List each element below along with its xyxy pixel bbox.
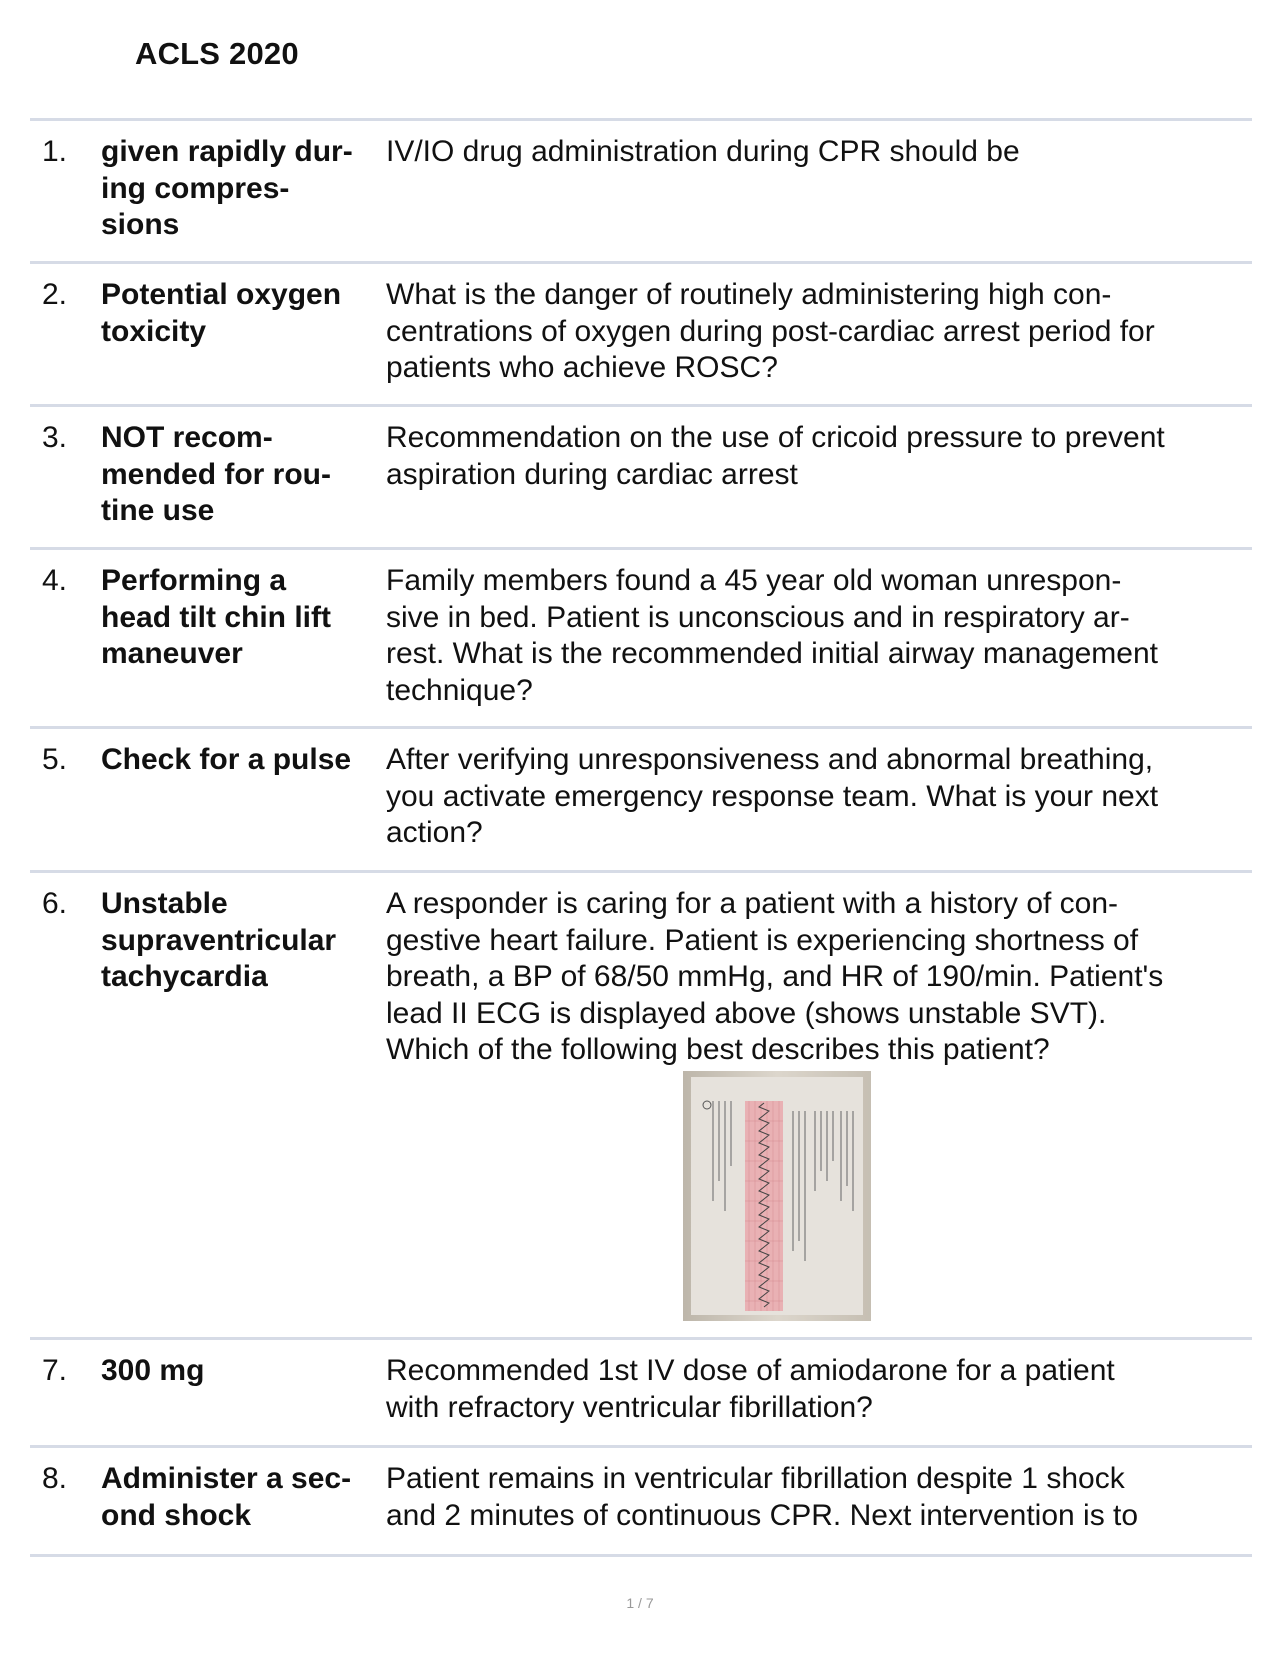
card-term: 300 mg bbox=[101, 1354, 205, 1387]
flashcard bbox=[30, 1445, 1252, 1557]
card-term: Check for a pulse bbox=[101, 743, 352, 776]
flashcard bbox=[30, 1337, 1252, 1445]
flashcard bbox=[30, 726, 1252, 870]
flashcard bbox=[30, 118, 1252, 261]
card-term: Performing a head tilt chin lift maneuver bbox=[101, 564, 331, 670]
card-term: Administer a sec- ond shock bbox=[101, 1462, 352, 1532]
flashcard bbox=[30, 870, 1252, 1337]
flashcard bbox=[30, 261, 1252, 404]
card-number: 4. bbox=[42, 564, 68, 597]
document-title: ACLS 2020 bbox=[135, 36, 299, 71]
card-definition: IV/IO drug administration during CPR should be bbox=[386, 135, 1020, 168]
card-number: 6. bbox=[42, 887, 68, 920]
flashcard bbox=[30, 404, 1252, 547]
card-number: 2. bbox=[42, 278, 68, 311]
card-term: NOT recom- mended for rou- tine use bbox=[101, 421, 331, 527]
ecg-strip-image bbox=[683, 1071, 871, 1321]
card-definition: Patient remains in ventricular fibrillation despite 1 shock and 2 minutes of continuous CPR. Next intervention is to bbox=[386, 1462, 1139, 1532]
card-definition: Recommended 1st IV dose of amiodarone for a patient with refractory ventricular fibrillation? bbox=[386, 1354, 1115, 1424]
card-definition: What is the danger of routinely administering high con- centrations of oxygen during post-cardiac arrest period for patients who achieve ROSC? bbox=[386, 278, 1155, 384]
flashcard bbox=[30, 547, 1252, 726]
card-definition: A responder is caring for a patient with a history of con- gestive heart failure. Patient is experiencing shortness of breath, a BP of 68/50 mmHg, and HR of 190/min. Patient's lead II ECG is displayed above (shows unstable SVT). Which of the following best describes this patient? bbox=[386, 887, 1164, 1066]
card-number: 8. bbox=[42, 1462, 68, 1495]
card-number: 7. bbox=[42, 1354, 68, 1387]
card-definition: Family members found a 45 year old woman unrespon- sive in bed. Patient is unconscious and in respiratory ar- rest. What is the recommended initial airway management technique? bbox=[386, 564, 1159, 707]
card-number: 5. bbox=[42, 743, 68, 776]
card-term: given rapidly dur- ing compres- sions bbox=[101, 135, 353, 241]
flashcard-list bbox=[30, 118, 1252, 1557]
page-indicator: 1 / 7 bbox=[626, 1595, 654, 1611]
card-number: 3. bbox=[42, 421, 68, 454]
card-term: Unstable supraventricular tachycardia bbox=[101, 887, 337, 993]
card-number: 1. bbox=[42, 135, 68, 168]
card-term: Potential oxygen toxicity bbox=[101, 278, 342, 348]
card-definition: Recommendation on the use of cricoid pressure to prevent aspiration during cardiac arrest bbox=[386, 421, 1165, 491]
card-definition: After verifying unresponsiveness and abnormal breathing, you activate emergency response team. What is your next action? bbox=[386, 743, 1159, 849]
